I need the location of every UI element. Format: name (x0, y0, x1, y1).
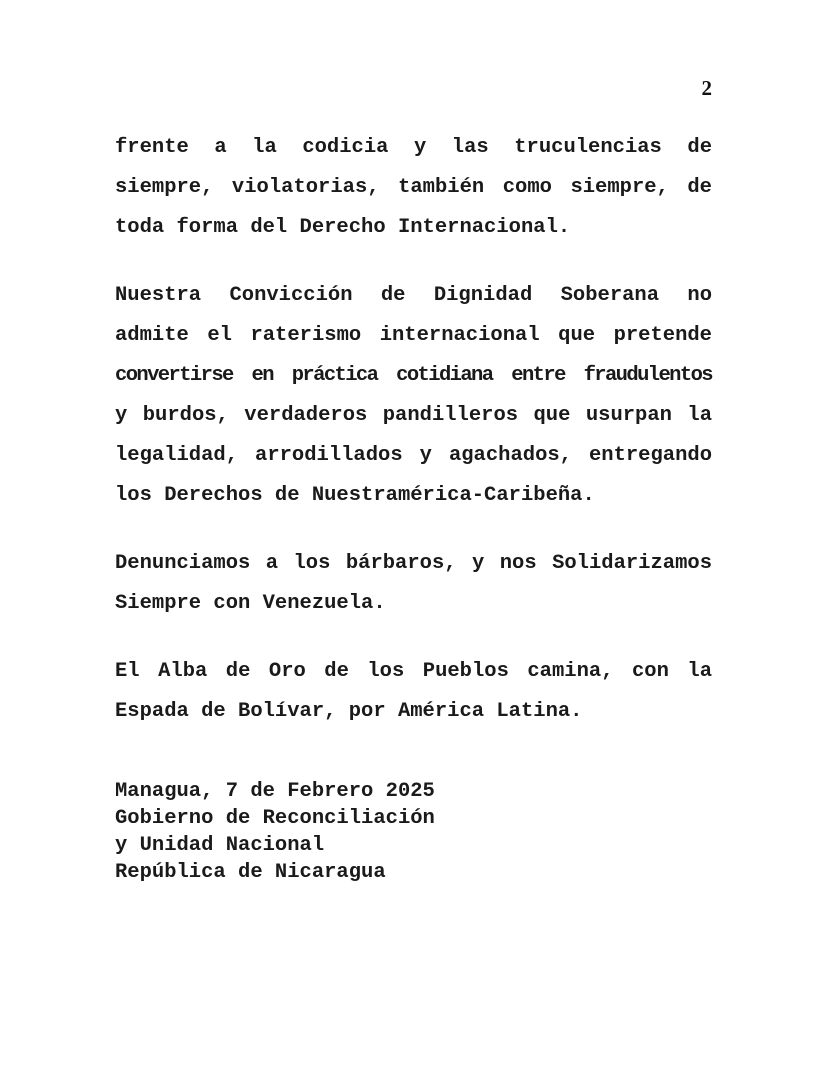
text-line: toda forma del Derecho Internacional. (115, 216, 571, 239)
place-date: Managua, 7 de Febrero 2025 (115, 780, 435, 803)
page-number: 2 (701, 76, 712, 100)
text-line: Siempre con Venezuela. (115, 592, 386, 615)
text-line: frente a la codicia y las truculencias de (115, 136, 712, 159)
paragraph-3 (115, 544, 712, 624)
paragraph-2 (115, 276, 712, 516)
text-line: Denunciamos a los bárbaros, y nos Solidarizamos (115, 552, 712, 575)
text-line: los Derechos de Nuestramérica-Caribeña. (115, 484, 595, 507)
text-line: y burdos, verdaderos pandilleros que usurpan la (115, 404, 712, 427)
signature-line: República de Nicaragua (115, 861, 386, 884)
signature-block (115, 778, 435, 886)
paragraph-1 (115, 128, 712, 248)
text-line: legalidad, arrodillados y agachados, entregando (115, 444, 712, 467)
signature-line: Gobierno de Reconciliación (115, 807, 435, 830)
text-line: admite el raterismo internacional que pretende (115, 324, 712, 347)
text-line: siempre, violatorias, también como siempre, de (115, 176, 712, 199)
text-line: El Alba de Oro de los Pueblos camina, con la (115, 660, 712, 683)
text-line: Espada de Bolívar, por América Latina. (115, 700, 583, 723)
text-line: convertirse en práctica cotidiana entre fraudulentos (115, 364, 712, 387)
paragraph-4 (115, 652, 712, 732)
signature-line: y Unidad Nacional (115, 834, 325, 857)
text-line: Nuestra Convicción de Dignidad Soberana no (115, 284, 712, 307)
